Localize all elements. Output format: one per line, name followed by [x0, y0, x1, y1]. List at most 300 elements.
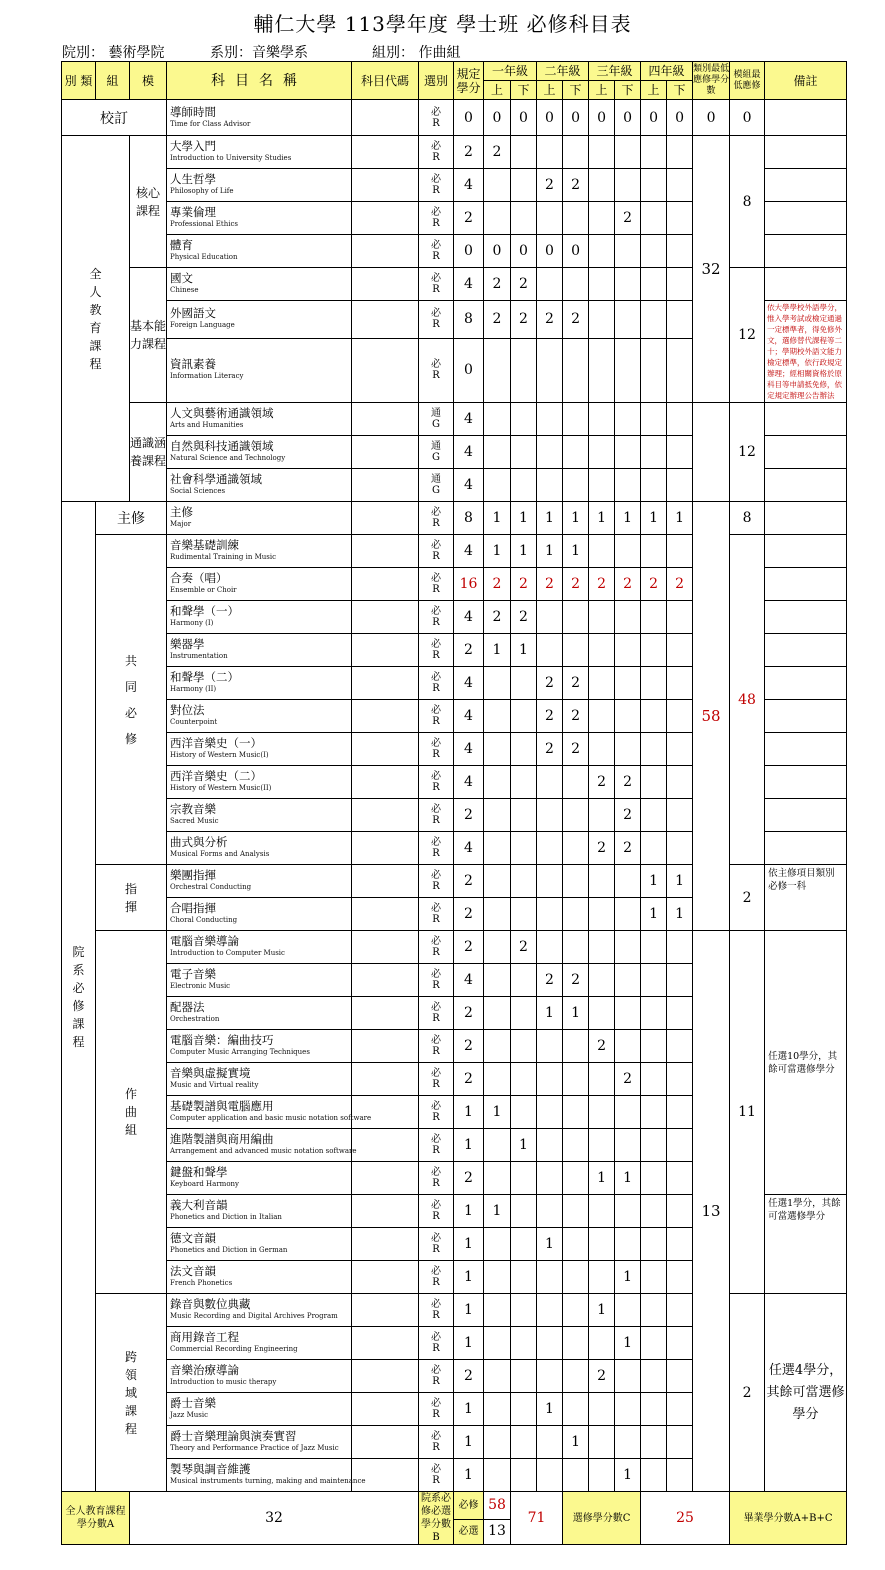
- semester-credit: [589, 898, 615, 931]
- semester-credit: [641, 535, 667, 568]
- credit-total: 8: [454, 502, 484, 535]
- semester-credit: 1: [511, 1129, 537, 1162]
- subject-name: [167, 634, 352, 667]
- semester-credit: [589, 634, 615, 667]
- semester-credit: [563, 1162, 589, 1195]
- subject-name-zh: 人文與藝術通識領域: [170, 406, 274, 420]
- semester-credit: [641, 1096, 667, 1129]
- remark: [765, 601, 847, 634]
- remark: [765, 766, 847, 799]
- semester-credit: [641, 667, 667, 700]
- semester-credit: 2: [589, 1030, 615, 1063]
- semester-credit: [484, 700, 511, 733]
- semester-credit: [667, 1294, 693, 1327]
- semester-credit: [641, 634, 667, 667]
- module-min: 0: [730, 100, 765, 136]
- semester-credit: [641, 601, 667, 634]
- subject-name-en: Electronic Music: [170, 982, 231, 990]
- subject-name: [167, 136, 352, 169]
- semester-credit: 2: [511, 301, 537, 339]
- subject-name-en: Musical instruments turning, making and maintenance: [170, 1477, 366, 1485]
- credit-total: 4: [454, 469, 484, 502]
- category-min: 0: [693, 100, 730, 136]
- semester-credit: [484, 1228, 511, 1261]
- semester-credit: [641, 202, 667, 235]
- subject-code: [352, 403, 419, 436]
- subject-name-zh: 專業倫理: [170, 205, 216, 219]
- semester-credit: 0: [563, 235, 589, 268]
- semester-credit: [667, 169, 693, 202]
- semester-credit: [537, 1327, 563, 1360]
- semester-credit: [641, 1063, 667, 1096]
- semester-credit: [484, 1030, 511, 1063]
- subject-name: [167, 535, 352, 568]
- subject-name-zh: 音樂基礎訓練: [170, 538, 239, 552]
- semester-credit: [667, 268, 693, 301]
- semester-credit: [511, 403, 537, 436]
- subject-code: [352, 100, 419, 136]
- subject-name-zh: 西洋音樂史（一）: [170, 736, 262, 750]
- subject-code: [352, 1459, 419, 1492]
- subject-code: [352, 338, 419, 402]
- semester-credit: [641, 799, 667, 832]
- semester-credit: [615, 169, 641, 202]
- semester-credit: 1: [537, 535, 563, 568]
- subject-type: 通 G: [419, 469, 454, 502]
- semester-credit: [641, 469, 667, 502]
- semester-credit: [641, 136, 667, 169]
- subject-name: [167, 1426, 352, 1459]
- semester-credit: [615, 1030, 641, 1063]
- semester-credit: [484, 403, 511, 436]
- semester-credit: [641, 301, 667, 339]
- semester-credit: [589, 202, 615, 235]
- header-subject-code: 科目代碼: [352, 62, 419, 100]
- subject-name-en: Ensemble or Choir: [170, 586, 237, 594]
- semester-credit: [563, 1228, 589, 1261]
- subject-name: [167, 235, 352, 268]
- subject-name: [167, 1294, 352, 1327]
- semester-credit: [589, 436, 615, 469]
- semester-credit: 2: [537, 700, 563, 733]
- subject-type: 必 R: [419, 898, 454, 931]
- subject-type: 必 R: [419, 1228, 454, 1261]
- subject-name: [167, 700, 352, 733]
- semester-credit: [484, 1459, 511, 1492]
- composition-module-min: 11: [730, 931, 765, 1294]
- semester-credit: [563, 1327, 589, 1360]
- subject-type: 必 R: [419, 100, 454, 136]
- semester-credit: [511, 1195, 537, 1228]
- major-module-min: 8: [730, 502, 765, 535]
- selective-value: 13: [484, 1519, 511, 1544]
- semester-credit: [511, 1459, 537, 1492]
- credit-total: 4: [454, 403, 484, 436]
- semester-credit: [537, 766, 563, 799]
- ge-credits-value: 32: [130, 1492, 419, 1545]
- semester-credit: [667, 832, 693, 865]
- semester-credit: 2: [641, 568, 667, 601]
- subject-name-zh: 法文音韻: [170, 1264, 216, 1278]
- semester-credit: [511, 1327, 537, 1360]
- subject-code: [352, 865, 419, 898]
- group-label: 組別： 作曲組: [372, 45, 461, 61]
- subject-type: 必 R: [419, 1129, 454, 1162]
- subject-name: [167, 1261, 352, 1294]
- semester-credit: 2: [484, 268, 511, 301]
- semester-credit: [667, 1327, 693, 1360]
- semester-credit: [615, 964, 641, 997]
- semester-credit: [537, 634, 563, 667]
- ge-credits-label: 全人教育課程學分數A: [62, 1492, 130, 1545]
- semester-credit: [615, 1426, 641, 1459]
- semester-credit: 1: [511, 502, 537, 535]
- header-credits: 規定學分: [454, 62, 484, 100]
- composition-note-1: 任選10學分，其餘可當選修學分: [765, 931, 847, 1195]
- table-row: [62, 931, 847, 964]
- table-row: [62, 1492, 847, 1520]
- subject-type: 必 R: [419, 568, 454, 601]
- semester-credit: 2: [563, 700, 589, 733]
- semester-credit: [589, 136, 615, 169]
- semester-credit: 1: [537, 997, 563, 1030]
- subject-name: [167, 832, 352, 865]
- subject-code: [352, 1261, 419, 1294]
- semester-credit: [615, 436, 641, 469]
- subject-name-zh: 宗教音樂: [170, 802, 216, 816]
- subject-name-zh: 和聲學（一）: [170, 604, 239, 618]
- semester-credit: [667, 766, 693, 799]
- core-module: 核心 課程: [130, 136, 167, 268]
- subject-type: 必 R: [419, 502, 454, 535]
- semester-credit: [589, 1327, 615, 1360]
- general-module-min: 12: [730, 403, 765, 502]
- credit-total: 4: [454, 436, 484, 469]
- subject-code: [352, 502, 419, 535]
- semester-credit: [641, 1459, 667, 1492]
- semester-credit: 2: [537, 301, 563, 339]
- header-year-2: 二年級: [537, 62, 589, 81]
- semester-credit: 2: [537, 169, 563, 202]
- semester-credit: 0: [589, 100, 615, 136]
- subject-code: [352, 1228, 419, 1261]
- remark: [765, 403, 847, 436]
- subject-code: [352, 1426, 419, 1459]
- subject-name-zh: 樂器學: [170, 637, 205, 651]
- semester-credit: [589, 1063, 615, 1096]
- credit-total: 1: [454, 1129, 484, 1162]
- subject-name-en: Orchestration: [170, 1015, 220, 1023]
- semester-credit: [641, 964, 667, 997]
- remark: [765, 535, 847, 568]
- semester-credit: [615, 1393, 641, 1426]
- advisor-category: 校訂: [62, 100, 167, 136]
- semester-credit: 2: [563, 964, 589, 997]
- subject-type: 必 R: [419, 832, 454, 865]
- subject-name: [167, 1162, 352, 1195]
- subject-name: [167, 1393, 352, 1426]
- semester-credit: [589, 469, 615, 502]
- semester-credit: [484, 202, 511, 235]
- semester-credit: 2: [667, 568, 693, 601]
- subject-type: 必 R: [419, 1063, 454, 1096]
- semester-credit: 1: [484, 1096, 511, 1129]
- semester-credit: [667, 535, 693, 568]
- subject-name: [167, 1327, 352, 1360]
- semester-credit: [537, 832, 563, 865]
- subject-name: [167, 964, 352, 997]
- semester-credit: 1: [615, 1162, 641, 1195]
- semester-credit: [615, 865, 641, 898]
- semester-credit: [484, 898, 511, 931]
- subject-name: [167, 1459, 366, 1492]
- semester-credit: 2: [589, 832, 615, 865]
- semester-credit: [667, 1096, 693, 1129]
- semester-credit: [484, 1063, 511, 1096]
- subject-name: [167, 268, 352, 301]
- semester-credit: [589, 700, 615, 733]
- subject-code: [352, 964, 419, 997]
- semester-credit: 2: [511, 931, 537, 964]
- semester-credit: [484, 436, 511, 469]
- semester-credit: 1: [537, 1393, 563, 1426]
- remark: [765, 268, 847, 301]
- subject-name: [167, 733, 352, 766]
- semester-credit: 2: [589, 568, 615, 601]
- semester-credit: [563, 1195, 589, 1228]
- subject-code: [352, 1327, 419, 1360]
- subject-name: [167, 169, 352, 202]
- semester-credit: 1: [667, 865, 693, 898]
- semester-credit: 1: [563, 997, 589, 1030]
- subject-name-en: Computer Music Arranging Techniques: [170, 1048, 310, 1056]
- subject-name-en: French Phonetics: [170, 1279, 233, 1287]
- semester-credit: [667, 436, 693, 469]
- semester-credit: 2: [615, 1063, 641, 1096]
- semester-credit: [589, 1459, 615, 1492]
- semester-credit: [563, 403, 589, 436]
- subject-type: 必 R: [419, 338, 454, 402]
- subject-name-en: Music Recording and Digital Archives Program: [170, 1312, 338, 1320]
- semester-credit: 0: [484, 100, 511, 136]
- semester-credit: [563, 1063, 589, 1096]
- credit-total: 4: [454, 733, 484, 766]
- subject-name-en: Harmony (I): [170, 619, 214, 627]
- semester-credit: [537, 403, 563, 436]
- semester-credit: 2: [511, 601, 537, 634]
- subject-name-zh: 電子音樂: [170, 967, 216, 981]
- curriculum-table: [61, 61, 847, 1545]
- semester-credit: 2: [537, 964, 563, 997]
- semester-credit: [537, 338, 563, 402]
- subject-name-en: Music and Virtual reality: [170, 1081, 259, 1089]
- subject-type: 必 R: [419, 634, 454, 667]
- semester-credit: [641, 1228, 667, 1261]
- subject-name: [167, 338, 352, 402]
- credit-total: 4: [454, 601, 484, 634]
- credit-total: 4: [454, 268, 484, 301]
- semester-credit: [615, 469, 641, 502]
- subject-code: [352, 169, 419, 202]
- semester-credit: 2: [511, 568, 537, 601]
- semester-credit: [563, 931, 589, 964]
- header-semester-down: 下: [667, 81, 693, 100]
- table-row: [62, 535, 847, 568]
- subject-name-zh: 進階製譜與商用編曲: [170, 1132, 274, 1146]
- semester-credit: 0: [537, 100, 563, 136]
- semester-credit: 2: [484, 301, 511, 339]
- table-row: [62, 1294, 847, 1327]
- semester-credit: [641, 700, 667, 733]
- semester-credit: 2: [563, 568, 589, 601]
- credit-total: 2: [454, 136, 484, 169]
- semester-credit: 1: [615, 1261, 641, 1294]
- semester-credit: [484, 667, 511, 700]
- semester-credit: [589, 268, 615, 301]
- semester-credit: [589, 1261, 615, 1294]
- semester-credit: [589, 403, 615, 436]
- semester-credit: [563, 338, 589, 402]
- semester-credit: [563, 1294, 589, 1327]
- semester-credit: [589, 1195, 615, 1228]
- semester-credit: [615, 898, 641, 931]
- table-row: [62, 268, 847, 301]
- remark: [765, 502, 847, 535]
- credit-total: 16: [454, 568, 484, 601]
- semester-credit: 0: [511, 235, 537, 268]
- subject-type: 必 R: [419, 931, 454, 964]
- credit-total: 0: [454, 235, 484, 268]
- subject-name-en: Introduction to Computer Music: [170, 949, 285, 957]
- semester-credit: [511, 1426, 537, 1459]
- credit-total: 4: [454, 700, 484, 733]
- semester-credit: [615, 1096, 641, 1129]
- semester-credit: [537, 268, 563, 301]
- semester-credit: [615, 1228, 641, 1261]
- subject-type: 必 R: [419, 667, 454, 700]
- semester-credit: [589, 235, 615, 268]
- semester-credit: [641, 268, 667, 301]
- semester-credit: [615, 667, 641, 700]
- subject-name-zh: 義大利音韻: [170, 1198, 228, 1212]
- remark: [765, 799, 847, 832]
- graduation-label: 畢業學分數A+B+C: [730, 1492, 847, 1545]
- credit-total: 4: [454, 667, 484, 700]
- subject-code: [352, 1162, 419, 1195]
- ge-category-min: 32: [693, 136, 730, 403]
- semester-credit: [511, 1261, 537, 1294]
- subject-name-zh: 主修: [170, 505, 193, 519]
- semester-credit: [615, 997, 641, 1030]
- semester-credit: 0: [615, 100, 641, 136]
- semester-credit: [511, 1030, 537, 1063]
- subject-name: [167, 568, 352, 601]
- semester-credit: [563, 766, 589, 799]
- semester-credit: [563, 1030, 589, 1063]
- semester-credit: 2: [537, 733, 563, 766]
- semester-credit: [537, 1261, 563, 1294]
- subject-code: [352, 1393, 419, 1426]
- subject-name-en: Theory and Performance Practice of Jazz Music: [170, 1444, 339, 1452]
- semester-credit: [641, 1129, 667, 1162]
- subject-name-en: Major: [170, 520, 192, 528]
- semester-credit: 2: [563, 169, 589, 202]
- semester-credit: [537, 1426, 563, 1459]
- subject-code: [352, 832, 419, 865]
- semester-credit: [615, 235, 641, 268]
- subject-type: 必 R: [419, 601, 454, 634]
- subject-code: [352, 799, 419, 832]
- subject-code: [352, 469, 419, 502]
- semester-credit: 1: [563, 1426, 589, 1459]
- semester-credit: [667, 700, 693, 733]
- elective-category-min: 13: [693, 931, 730, 1492]
- semester-credit: [667, 799, 693, 832]
- semester-credit: [615, 535, 641, 568]
- semester-credit: 2: [615, 202, 641, 235]
- credit-total: 4: [454, 832, 484, 865]
- credit-total: 1: [454, 1228, 484, 1261]
- subject-type: 必 R: [419, 235, 454, 268]
- semester-credit: [563, 601, 589, 634]
- semester-credit: [667, 301, 693, 339]
- semester-credit: [484, 1129, 511, 1162]
- remark: [765, 568, 847, 601]
- semester-credit: [484, 1261, 511, 1294]
- semester-credit: [563, 832, 589, 865]
- header-subject-name: 科目名稱: [167, 62, 352, 100]
- subject-name: [167, 301, 352, 339]
- semester-credit: 2: [563, 733, 589, 766]
- semester-credit: [563, 436, 589, 469]
- subject-code: [352, 136, 419, 169]
- subject-name-zh: 導師時間: [170, 104, 216, 119]
- semester-credit: [537, 865, 563, 898]
- semester-credit: [667, 1228, 693, 1261]
- department-label: 系別：音樂學系: [210, 45, 308, 61]
- header-semester-up: 上: [589, 81, 615, 100]
- semester-credit: [589, 799, 615, 832]
- credit-total: 4: [454, 535, 484, 568]
- semester-credit: [563, 799, 589, 832]
- subject-type: 必 R: [419, 865, 454, 898]
- subject-code: [352, 700, 419, 733]
- subject-type: 必 R: [419, 1096, 454, 1129]
- semester-credit: [641, 436, 667, 469]
- subject-name-en: Information Literacy: [170, 372, 244, 381]
- semester-credit: 1: [641, 865, 667, 898]
- semester-credit: [511, 700, 537, 733]
- semester-credit: [484, 1393, 511, 1426]
- credit-total: 1: [454, 1195, 484, 1228]
- semester-credit: [667, 1360, 693, 1393]
- semester-credit: [537, 469, 563, 502]
- header-remark: 備註: [765, 62, 847, 100]
- semester-credit: [511, 136, 537, 169]
- subject-name-zh: 電腦音樂導論: [170, 934, 239, 948]
- semester-credit: [667, 1129, 693, 1162]
- semester-credit: [667, 1030, 693, 1063]
- semester-credit: [615, 634, 641, 667]
- semester-credit: [667, 338, 693, 402]
- semester-credit: [511, 1063, 537, 1096]
- semester-credit: 1: [667, 898, 693, 931]
- header-category: 別 類: [62, 62, 96, 100]
- semester-credit: [641, 403, 667, 436]
- subject-name-en: Instrumentation: [170, 652, 228, 660]
- subject-code: [352, 634, 419, 667]
- semester-credit: 2: [484, 568, 511, 601]
